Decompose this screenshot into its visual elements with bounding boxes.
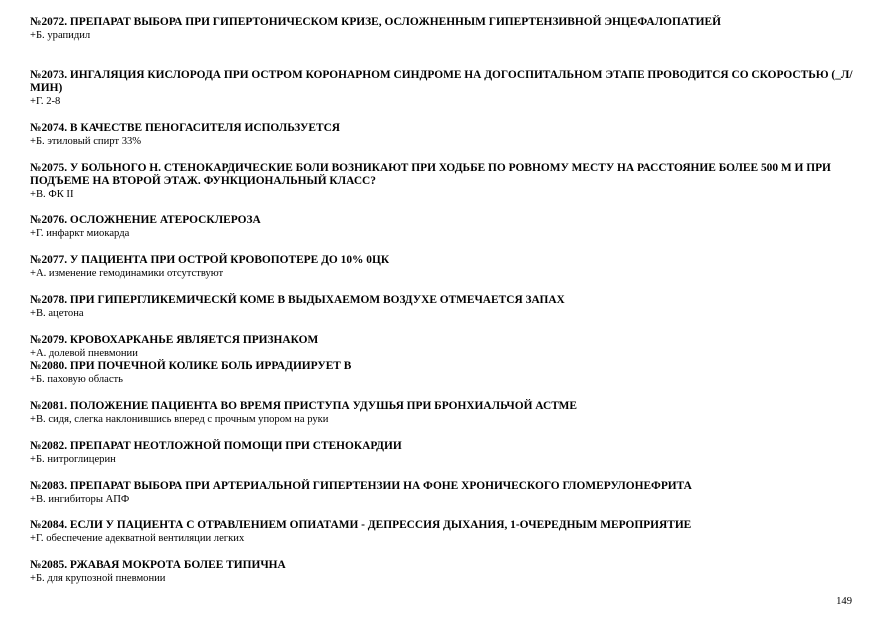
question-2082: [30, 440, 860, 466]
question-answer: +Б. этиловый спирт 33%: [30, 136, 142, 147]
question-title: №2078. ПРИ ГИПЕРГЛИКЕМИЧЕСКЙ КОМЕ В ВЫДЫХАЕМОМ ВОЗДУХЕ ОТМЕЧАЕТСЯ ЗАПАХ: [30, 294, 565, 306]
question-answer: +А. долевой пневмонии: [30, 348, 138, 359]
question-title: №2082. ПРЕПАРАТ НЕОТЛОЖНОЙ ПОМОЩИ ПРИ СТЕНОКАРДИИ: [30, 440, 402, 452]
question-title: №2083. ПРЕПАРАТ ВЫБОРА ПРИ АРТЕРИАЛЬНОЙ ГИПЕРТЕНЗИИ НА ФОНЕ ХРОНИЧЕСКОГО ГЛОМЕРУЛОНЕФРИТА: [30, 480, 692, 492]
question-2075: [30, 162, 860, 201]
question-answer: +В. ФК II: [30, 189, 74, 200]
question-title: №2073. ИНГАЛЯЦИЯ КИСЛОРОДА ПРИ ОСТРОМ КОРОНАРНОМ СИНДРОМЕ НА ДОГОСПИТАЛЬНОМ ЭТАПЕ ПРОВОДИТСЯ СО СКОРОСТЬЮ (_Л/МИН): [30, 69, 853, 94]
question-title: №2075. У БОЛЬНОГО Н. СТЕНОКАРДИЧЕСКИЕ БОЛИ ВОЗНИКАЮТ ПРИ ХОДЬБЕ ПО РОВНОМУ МЕСТУ НА РАССТОЯНИЕ БОЛЕЕ 500 М И ПРИ ПОДЪЕМЕ НА ВТОРОЙ ЭТАЖ. ФУНКЦИОНАЛЬНЫЙ КЛАСС?: [30, 162, 831, 187]
question-answer: +В. ингибиторы АПФ: [30, 494, 130, 505]
question-2073: [30, 69, 860, 108]
question-2078: [30, 294, 860, 320]
question-title: №2077. У ПАЦИЕНТА ПРИ ОСТРОЙ КРОВОПОТЕРЕ ДО 10% 0ЦК: [30, 254, 390, 266]
question-answer: +Г. обеспечение адекватной вентиляции легких: [30, 533, 245, 544]
question-answer: +В. сидя, слегка наклонившись вперед с прочным упором на руки: [30, 414, 329, 425]
page-number: 149: [836, 596, 852, 607]
question-2079: [30, 334, 860, 360]
question-title: №2081. ПОЛОЖЕНИЕ ПАЦИЕНТА ВО ВРЕМЯ ПРИСТУПА УДУШЬЯ ПРИ БРОНХИАЛЬЧОЙ АСТМЕ: [30, 400, 577, 412]
question-title: №2084. ЕСЛИ У ПАЦИЕНТА С ОТРАВЛЕНИЕМ ОПИАТАМИ - ДЕПРЕССИЯ ДЫХАНИЯ, 1-ОЧЕРЕДНЫМ МЕРОПРИЯТИЕ: [30, 519, 692, 531]
question-title: №2079. КРОВОХАРКАНЬЕ ЯВЛЯЕТСЯ ПРИЗНАКОМ: [30, 334, 319, 346]
question-title: №2076. ОСЛОЖНЕНИЕ АТЕРОСКЛЕРОЗА: [30, 214, 261, 226]
question-title: №2074. В КАЧЕСТВЕ ПЕНОГАСИТЕЛЯ ИСПОЛЬЗУЕТСЯ: [30, 122, 341, 134]
question-answer: +А. изменение гемодинамики отсутствуют: [30, 268, 224, 279]
question-title: №2072. ПРЕПАРАТ ВЫБОРА ПРИ ГИПЕРТОНИЧЕСКОМ КРИЗЕ, ОСЛОЖНЕННЫМ ГИПЕРТЕНЗИВНОЙ ЭНЦЕФАЛОПАТИЕЙ: [30, 16, 721, 28]
question-answer: +В. ацетона: [30, 308, 84, 319]
question-answer: +Б. урапидил: [30, 30, 91, 41]
question-2084: [30, 519, 860, 545]
question-answer: +Б. для крупозной пневмонии: [30, 573, 166, 584]
question-2085: [30, 559, 860, 585]
question-2076: [30, 214, 860, 240]
question-answer: +Г. инфаркт миокарда: [30, 228, 130, 239]
question-2080: [30, 360, 860, 386]
question-2083: [30, 480, 860, 506]
question-2077: [30, 254, 860, 280]
question-2081: [30, 400, 860, 426]
question-2074: [30, 122, 860, 148]
question-answer: +Б. нитроглицерин: [30, 454, 116, 465]
question-answer: +Г. 2-8: [30, 96, 61, 107]
question-title: №2080. ПРИ ПОЧЕЧНОЙ КОЛИКЕ БОЛЬ ИРРАДИИРУЕТ В: [30, 360, 352, 372]
question-title: №2085. РЖАВАЯ МОКРОТА БОЛЕЕ ТИПИЧНА: [30, 559, 286, 571]
question-2072: [30, 16, 860, 42]
question-answer: +Б. паховую область: [30, 374, 123, 385]
